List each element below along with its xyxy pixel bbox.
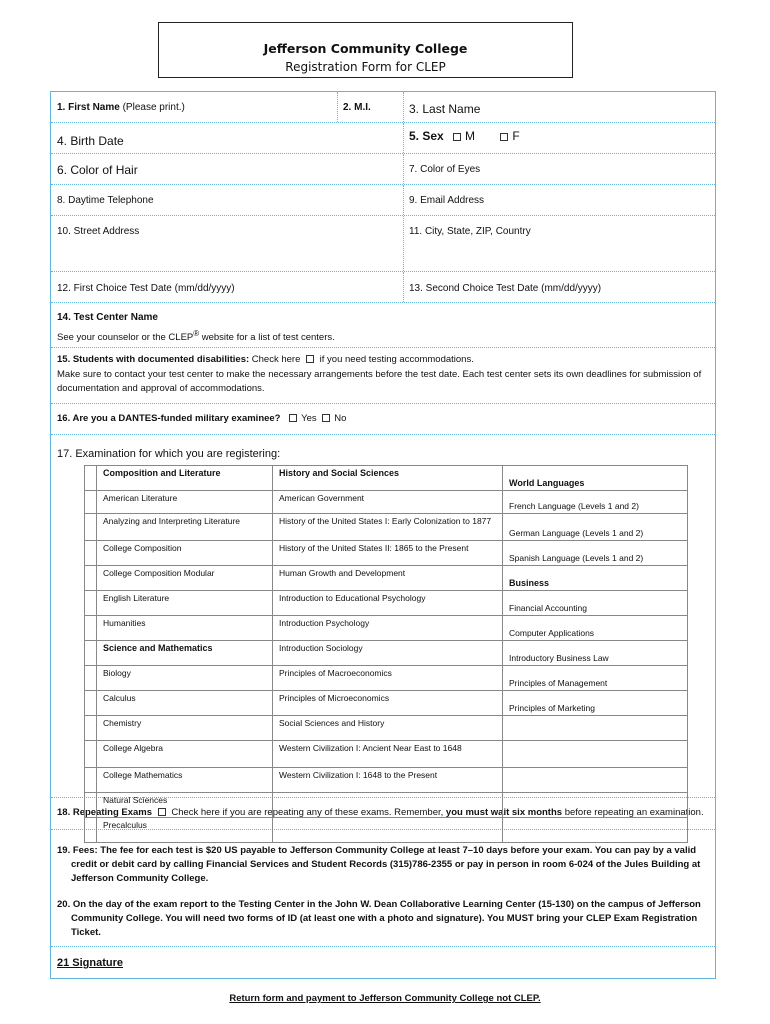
- exam-row: [85, 616, 688, 641]
- exam-option[interactable]: Spanish Language (Levels 1 and 2): [503, 541, 688, 566]
- exam-row: [85, 641, 688, 666]
- first-choice-date-label: 12. First Choice Test Date (mm/dd/yyyy): [57, 283, 235, 294]
- exam-select-cell[interactable]: [85, 793, 97, 818]
- exam-option[interactable]: English Literature: [97, 591, 273, 616]
- exam-select-cell[interactable]: [85, 616, 97, 641]
- row-repeating: 18. Repeating Exams Check here if you are repeating any of these exams. Remember, you must wait six months before repeating an examination.: [51, 798, 715, 830]
- exam-option[interactable]: Calculus: [97, 691, 273, 716]
- sex-f-label: F: [512, 129, 520, 143]
- exam-select-cell[interactable]: [85, 514, 97, 541]
- test-center-note: See your counselor or the CLEP® website for a list of test centers.: [57, 329, 335, 344]
- accommodations-checkbox[interactable]: [306, 355, 314, 363]
- first-name-label: 1. First Name: [57, 102, 120, 113]
- last-name-label: 3. Last Name: [409, 102, 481, 116]
- dantes-no-checkbox[interactable]: [322, 414, 330, 422]
- sex-field: [403, 123, 715, 153]
- form-header: [158, 22, 573, 78]
- phone-label: 8. Daytime Telephone: [57, 195, 154, 206]
- email-label: 9. Email Address: [409, 195, 485, 206]
- first-choice-date-field[interactable]: [51, 272, 403, 302]
- row-test-center[interactable]: [51, 303, 715, 348]
- row-phone-email: [51, 185, 715, 216]
- exam-empty-cell: [503, 716, 688, 741]
- exam-option[interactable]: College Algebra: [97, 741, 273, 768]
- exam-day-text: 20. On the day of the exam report to the Testing Center in the John W. Dean Collaborative Learning Center (15-130) on the campus of Jefferson Community College. You will need two forms of ID (at least one with a photo and signature). You MUST bring your CLEP Exam Registration Ticket.: [57, 899, 701, 938]
- exam-empty-cell: [503, 741, 688, 768]
- sex-m-checkbox[interactable]: [453, 133, 461, 141]
- exam-row: [85, 818, 688, 843]
- exam-option[interactable]: College Composition: [97, 541, 273, 566]
- exam-category-heading: World Languages: [503, 466, 688, 491]
- exam-empty-cell: [503, 768, 688, 793]
- row-birth-sex: [51, 123, 715, 154]
- phone-field[interactable]: [51, 185, 403, 215]
- exam-option[interactable]: German Language (Levels 1 and 2): [503, 514, 688, 541]
- sex-m-label: M: [465, 129, 476, 143]
- exam-select-cell[interactable]: [85, 666, 97, 691]
- email-field[interactable]: [403, 185, 715, 215]
- exam-select-cell[interactable]: [85, 741, 97, 768]
- exam-option[interactable]: Computer Applications: [503, 616, 688, 641]
- exam-option[interactable]: Introductory Business Law: [503, 641, 688, 666]
- registration-form: [50, 91, 716, 979]
- exam-table: [84, 465, 688, 843]
- exam-select-cell[interactable]: [85, 768, 97, 793]
- mi-field[interactable]: [337, 92, 403, 122]
- exam-category-heading: Business: [503, 566, 688, 591]
- exam-option[interactable]: Principles of Management: [503, 666, 688, 691]
- exam-row: [85, 566, 688, 591]
- exam-option[interactable]: College Composition Modular: [97, 566, 273, 591]
- exam-option[interactable]: Principles of Macroeconomics: [273, 666, 503, 691]
- exam-select-cell[interactable]: [85, 691, 97, 716]
- dantes-yes-checkbox[interactable]: [289, 414, 297, 422]
- dantes-label: 16. Are you a DANTES-funded military examinee?: [57, 413, 281, 424]
- row-test-dates: [51, 272, 715, 303]
- exam-option[interactable]: Social Sciences and History: [273, 716, 503, 741]
- row-address: [51, 216, 715, 272]
- city-state-label: 11. City, State, ZIP, Country: [409, 226, 531, 237]
- exam-category-heading: Composition and Literature: [97, 466, 273, 491]
- sex-label: 5. Sex: [409, 129, 444, 143]
- exam-row: [85, 666, 688, 691]
- hair-color-label: 6. Color of Hair: [57, 163, 138, 177]
- college-name: Jefferson Community College: [263, 41, 468, 56]
- exam-option[interactable]: Principles of Marketing: [503, 691, 688, 716]
- exam-row: [85, 768, 688, 793]
- birth-date-field[interactable]: [51, 123, 403, 153]
- row-hair-eyes: [51, 154, 715, 185]
- last-name-field[interactable]: [403, 92, 715, 122]
- exam-option[interactable]: Financial Accounting: [503, 591, 688, 616]
- signature-label: 21 Signature: [57, 957, 124, 969]
- form-title: Registration Form for CLEP: [285, 60, 446, 74]
- exam-option[interactable]: American Government: [273, 491, 503, 514]
- mi-label: 2. M.I.: [343, 102, 371, 113]
- exam-row: [85, 741, 688, 768]
- exam-option[interactable]: Introduction Sociology: [273, 641, 503, 666]
- return-instructions: Return form and payment to Jefferson Community College not CLEP.: [229, 993, 541, 1004]
- row-dantes: 16. Are you a DANTES-funded military examinee? Yes No: [51, 404, 715, 435]
- city-state-field[interactable]: [403, 216, 715, 271]
- hair-color-field[interactable]: [51, 154, 403, 184]
- street-address-field[interactable]: [51, 216, 403, 271]
- exam-option[interactable]: College Mathematics: [97, 768, 273, 793]
- exam-option[interactable]: Chemistry: [97, 716, 273, 741]
- birth-date-label: 4. Birth Date: [57, 134, 124, 148]
- exam-option[interactable]: History of the United States II: 1865 to the Present: [273, 541, 503, 566]
- exam-option[interactable]: Human Growth and Development: [273, 566, 503, 591]
- eye-color-label: 7. Color of Eyes: [409, 164, 481, 175]
- first-name-hint: (Please print.): [122, 102, 185, 113]
- sex-f-checkbox[interactable]: [500, 133, 508, 141]
- exam-row: [85, 793, 688, 818]
- exam-select-cell[interactable]: [85, 566, 97, 591]
- exam-option[interactable]: Principles of Microeconomics: [273, 691, 503, 716]
- exam-select-cell[interactable]: [85, 641, 97, 666]
- exam-category-heading: Science and Mathematics: [97, 641, 273, 666]
- exam-row: [85, 491, 688, 514]
- exam-select-cell[interactable]: [85, 591, 97, 616]
- exam-row: [85, 716, 688, 741]
- disabilities-label: 15. Students with documented disabilities:: [57, 354, 250, 365]
- street-address-label: 10. Street Address: [57, 226, 140, 237]
- exam-category-heading: History and Social Sciences: [273, 466, 503, 491]
- exam-option[interactable]: French Language (Levels 1 and 2): [503, 491, 688, 514]
- exam-select-cell[interactable]: [85, 466, 97, 491]
- exam-option[interactable]: Analyzing and Interpreting Literature: [97, 514, 273, 541]
- exam-row: [85, 466, 688, 491]
- second-choice-date-label: 13. Second Choice Test Date (mm/dd/yyyy): [409, 283, 602, 294]
- exam-option[interactable]: Introduction to Educational Psychology: [273, 591, 503, 616]
- exam-heading: 17. Examination for which you are registering:: [57, 448, 281, 460]
- exam-option[interactable]: Humanities: [97, 616, 273, 641]
- exam-row: [85, 591, 688, 616]
- second-choice-date-field[interactable]: [403, 272, 715, 302]
- fees-text: 19. Fees: The fee for each test is $20 US payable to Jefferson Community College at least 7–10 days before your exam. You can pay by a valid credit or debit card by calling Financial Services and Student Records (315)786-2355 or pay in person in room 6-024 of the Jules Building at Jefferson Community College.: [57, 845, 701, 884]
- test-center-label: 14. Test Center Name: [57, 312, 158, 323]
- exam-select-cell[interactable]: [85, 716, 97, 741]
- exam-option[interactable]: Western Civilization I: 1648 to the Present: [273, 768, 503, 793]
- first-name-field[interactable]: [51, 92, 337, 122]
- eye-color-field[interactable]: [403, 154, 715, 184]
- exam-select-cell[interactable]: [85, 541, 97, 566]
- exam-select-cell[interactable]: [85, 491, 97, 514]
- exam-option[interactable]: Introduction Psychology: [273, 616, 503, 641]
- exam-empty-cell: [503, 818, 688, 843]
- row-fees: [51, 830, 715, 947]
- row-signature[interactable]: [51, 947, 715, 978]
- exam-option[interactable]: American Literature: [97, 491, 273, 514]
- exam-row: [85, 514, 688, 541]
- row-disabilities: 15. Students with documented disabilities: Check here if you need testing accommodations. Make sure to contact your test center to make the necessary arrangements before the test date. Each test center sets its own deadlines for submission of documentation and approval of accommodations.: [51, 348, 715, 404]
- exam-option[interactable]: Biology: [97, 666, 273, 691]
- repeating-label: 18. Repeating Exams: [57, 807, 153, 818]
- exam-empty-cell: [273, 793, 503, 818]
- exam-option[interactable]: Western Civilization I: Ancient Near East to 1648: [273, 741, 503, 768]
- exam-option[interactable]: History of the United States I: Early Colonization to 1877: [273, 514, 503, 541]
- row-name: [51, 92, 715, 123]
- exam-option[interactable]: Precalculus: [97, 818, 273, 843]
- exam-row: [85, 691, 688, 716]
- exam-row: [85, 541, 688, 566]
- exam-select-cell[interactable]: [85, 818, 97, 843]
- exam-empty-cell: [273, 818, 503, 843]
- disabilities-note: Make sure to contact your test center to make the necessary arrangements before the test date. Each test center sets its own deadlines for submission of documentation and approval of accommodations.: [57, 369, 702, 394]
- exam-option[interactable]: Natural Sciences: [97, 793, 273, 818]
- exam-empty-cell: [503, 793, 688, 818]
